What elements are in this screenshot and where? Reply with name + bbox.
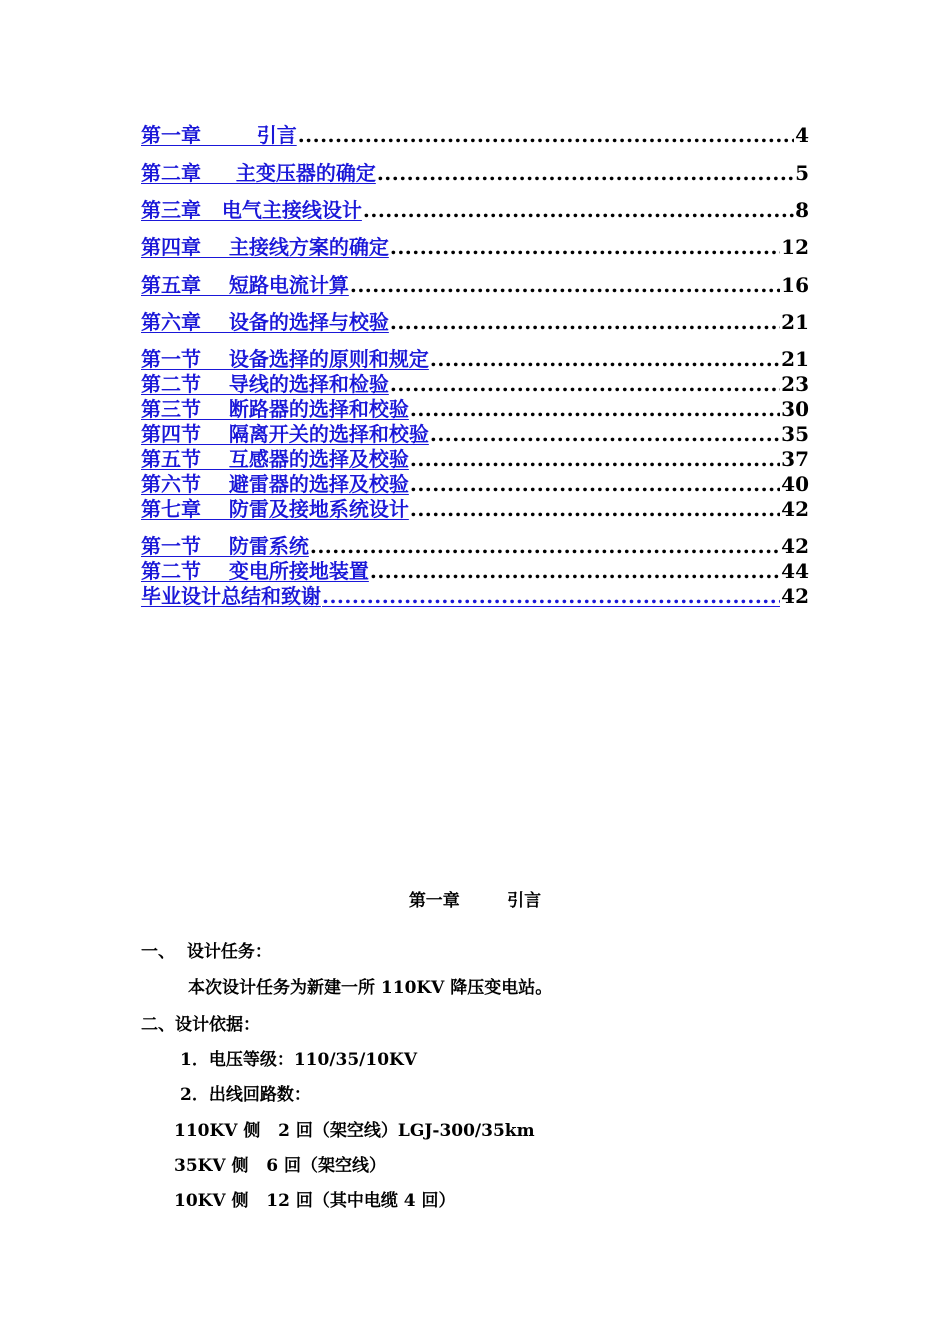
dot-leader — [370, 558, 780, 584]
toc-link[interactable]: 第四节 隔离开关的选择和校验 — [141, 422, 429, 446]
dot-leader — [410, 471, 780, 497]
toc-page-number: 40 — [781, 472, 809, 496]
toc-entry[interactable] — [141, 496, 809, 522]
toc-page-number: 23 — [781, 372, 809, 396]
toc-entry[interactable] — [141, 371, 809, 397]
toc-page-number: 21 — [781, 347, 809, 371]
toc-page-number: 35 — [781, 422, 809, 446]
dot-leader — [390, 309, 780, 335]
toc-entry[interactable] — [141, 558, 809, 584]
toc-page-number: 42 — [781, 534, 809, 558]
dot-leader — [410, 396, 780, 422]
toc-entry[interactable] — [141, 396, 809, 422]
toc-entry[interactable] — [141, 234, 809, 260]
dot-leader — [430, 346, 780, 372]
paragraph: 10KV 侧 12 回（其中电缆 4 回） — [174, 1191, 456, 1211]
toc-page-number: 4 — [795, 123, 809, 147]
toc-page-number: 37 — [781, 447, 809, 471]
toc-entry[interactable] — [141, 533, 809, 559]
toc-entry[interactable] — [141, 160, 809, 186]
toc-link[interactable]: 第三章 电气主接线设计 — [141, 198, 362, 222]
toc-entry[interactable] — [141, 471, 809, 497]
toc-entry[interactable] — [141, 272, 809, 298]
toc-link[interactable]: 第六章 设备的选择与校验 — [141, 310, 389, 334]
toc-entry[interactable] — [141, 421, 809, 447]
toc-link[interactable]: 毕业设计总结和致谢 — [141, 584, 321, 608]
toc-page-number: 42 — [781, 584, 809, 608]
dot-leader — [390, 234, 780, 260]
toc-link[interactable]: 第七章 防雷及接地系统设计 — [141, 497, 409, 521]
paragraph: 本次设计任务为新建一所 110KV 降压变电站。 — [188, 978, 553, 998]
toc-link[interactable]: 第五节 互感器的选择及校验 — [141, 447, 409, 471]
dot-leader — [430, 421, 780, 447]
dot-leader — [350, 272, 780, 298]
toc-entry[interactable] — [141, 309, 809, 335]
paragraph: 110KV 侧 2 回（架空线）LGJ-300/35km — [174, 1121, 535, 1141]
toc-link[interactable]: 第一章 引言 — [141, 123, 297, 147]
toc-page-number: 42 — [781, 497, 809, 521]
toc-link[interactable]: 第三节 断路器的选择和校验 — [141, 397, 409, 421]
toc-page-number: 44 — [781, 559, 809, 583]
dot-leader — [377, 160, 794, 186]
toc-link[interactable]: 第二节 变电所接地装置 — [141, 559, 369, 583]
toc-link[interactable]: 第一节 防雷系统 — [141, 534, 309, 558]
dot-leader — [410, 446, 780, 472]
dot-leader — [322, 583, 780, 609]
toc-entry[interactable] — [141, 197, 809, 223]
toc-link[interactable]: 第二章 主变压器的确定 — [141, 161, 376, 185]
chapter-heading: 第一章 引言 — [408, 891, 542, 911]
toc-link[interactable]: 第五章 短路电流计算 — [141, 273, 349, 297]
section-heading: 一、 设计任务： — [141, 942, 272, 962]
toc-entry[interactable] — [141, 346, 809, 372]
dot-leader — [390, 371, 780, 397]
paragraph: 35KV 侧 6 回（架空线） — [174, 1156, 387, 1176]
toc-page-number: 8 — [795, 198, 809, 222]
list-item: 1．电压等级：110/35/10KV — [180, 1050, 418, 1070]
toc-entry[interactable] — [141, 122, 809, 148]
dot-leader — [363, 197, 794, 223]
dot-leader — [310, 533, 780, 559]
list-item: 2．出线回路数： — [180, 1085, 311, 1105]
toc-link[interactable]: 第二节 导线的选择和检验 — [141, 372, 389, 396]
toc-entry[interactable] — [141, 583, 809, 609]
toc-link[interactable]: 第六节 避雷器的选择及校验 — [141, 472, 409, 496]
section-heading: 二、设计依据： — [141, 1015, 260, 1035]
toc-page-number: 16 — [781, 273, 809, 297]
toc-page-number: 12 — [781, 235, 809, 259]
toc-entry[interactable] — [141, 446, 809, 472]
toc-page-number: 5 — [795, 161, 809, 185]
toc-page-number: 21 — [781, 310, 809, 334]
toc-link[interactable]: 第四章 主接线方案的确定 — [141, 235, 389, 259]
toc-link[interactable]: 第一节 设备选择的原则和规定 — [141, 347, 429, 371]
dot-leader — [298, 122, 794, 148]
dot-leader — [410, 496, 780, 522]
toc-page-number: 30 — [781, 397, 809, 421]
